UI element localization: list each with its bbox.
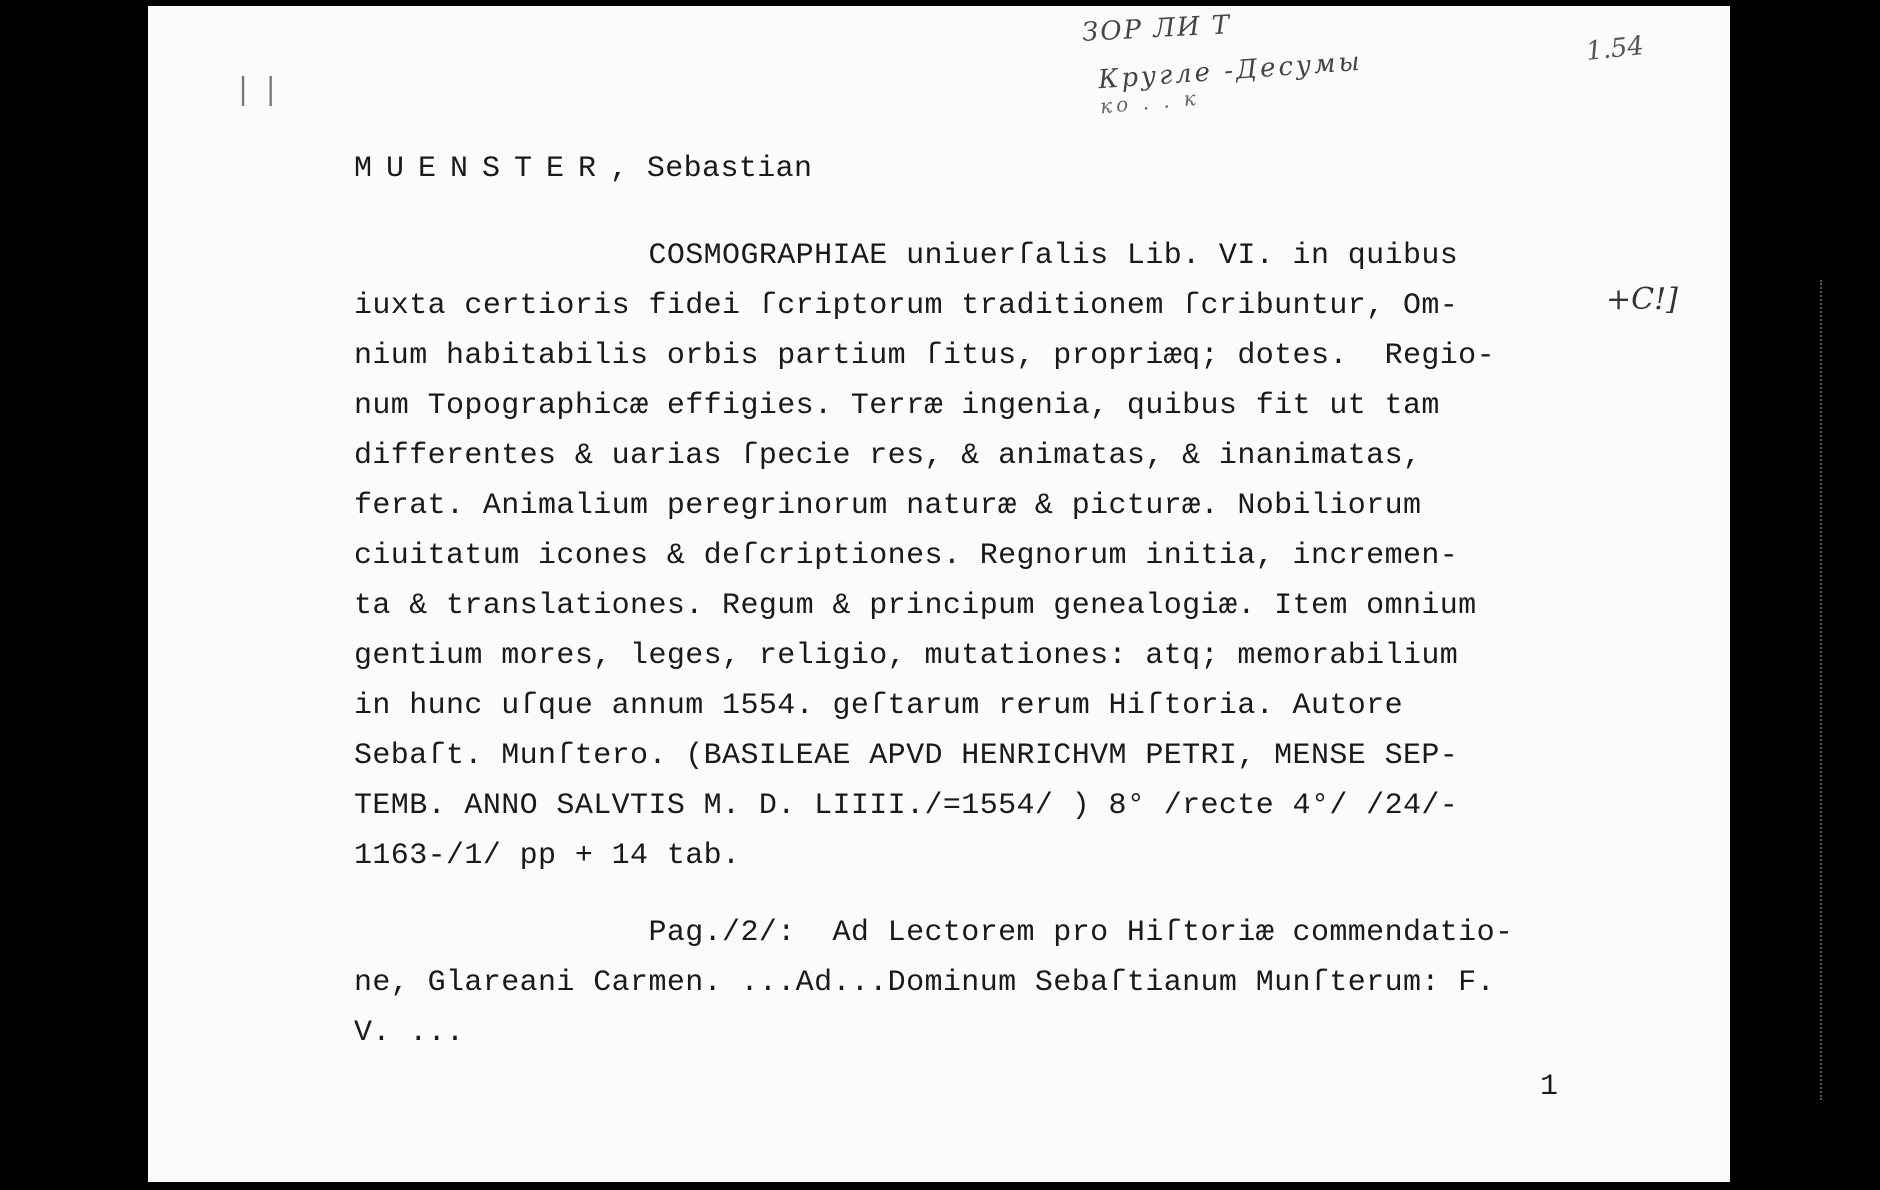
card-page-number: 1 (1540, 1070, 1559, 1104)
body-line: TEMB. ANNO SALVTIS M. D. LIIII./=1554/ ) 8° /recte 4°/ /24/- (354, 789, 1459, 823)
top-handwriting-line-2: Кругле -Десумы (1097, 46, 1364, 96)
body-line: gentium mores, leges, religio, mutationes: atq; memorabilium (354, 639, 1459, 673)
body-line: nium habitabilis orbis partium ſitus, propriæq; dotes. Regio- (354, 339, 1495, 373)
body-line: differentes & uarias ſpecie res, & animatas, & inanimatas, (354, 439, 1422, 473)
top-handwriting-line-1: ЗОР ЛИ Т (1081, 10, 1232, 48)
body-line: ta & translationes. Regum & principum genealogiæ. Item omnium (354, 589, 1477, 623)
body-line: COSMOGRAPHIAE uniuerſalis Lib. VI. in quibus (354, 239, 1459, 273)
note-line: ne, Glareani Carmen. ...Ad...Dominum Sebaſtianum Munſterum: F. (354, 966, 1495, 1000)
top-right-handwritten-number: 1.54 (1584, 31, 1646, 67)
note-line: V. ... (354, 1016, 465, 1050)
author-surname: MUENSTER (354, 152, 611, 186)
author-given-name: , Sebastian (610, 152, 813, 186)
body-line: in hunc uſque annum 1554. geſtarum rerum Hiſtoria. Autore (354, 689, 1403, 723)
top-handwriting-line-3: ко . . к (1099, 85, 1201, 119)
body-line: ferat. Animalium peregrinorum naturæ & picturæ. Nobiliorum (354, 489, 1422, 523)
body-line: num Topographicæ effigies. Terræ ingenia, quibus fit ut tam (354, 389, 1440, 423)
right-edge-marks (1820, 280, 1824, 1100)
body-line: Sebaſt. Munſtero. (BASILEAE APVD HENRICHVM PETRI, MENSE SEP- (354, 739, 1459, 773)
author-heading (354, 144, 812, 194)
body-line: iuxta certioris fidei ſcriptorum traditionem ſcribuntur, Om- (354, 289, 1459, 323)
body-line: ciuitatum icones & deſcriptiones. Regnorum initia, incremen- (354, 539, 1459, 573)
margin-correction: +C!] (1606, 282, 1678, 317)
body-line: 1163-/1/ pp + 14 tab. (354, 839, 741, 873)
margin-handwriting: | | (238, 72, 280, 107)
note-line: Pag./2/: Ad Lectorem pro Hiſtoriæ commendatio- (354, 916, 1514, 950)
